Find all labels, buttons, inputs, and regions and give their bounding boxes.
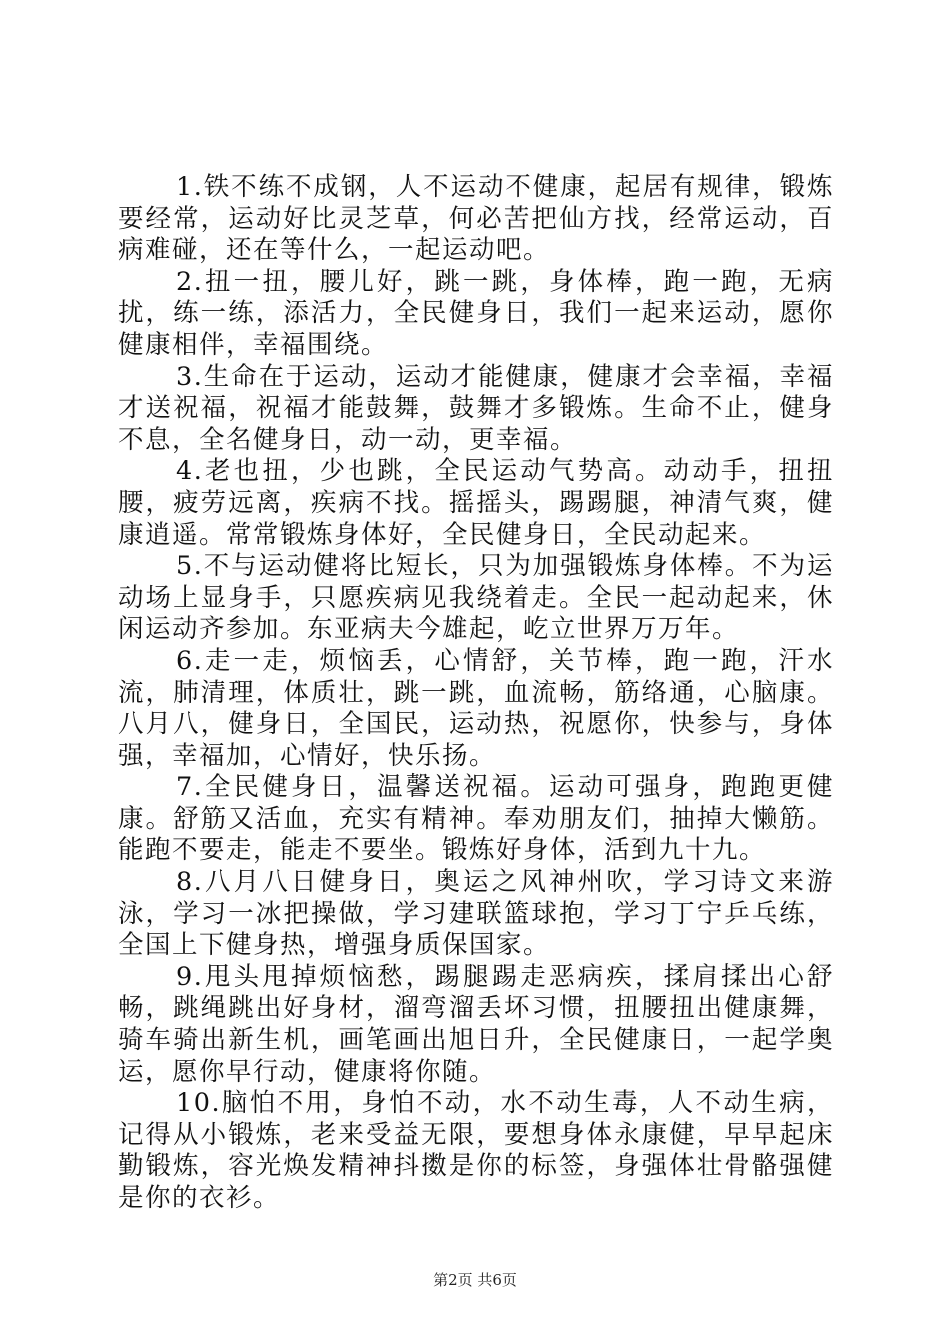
paragraph-7: 7.全民健身日，温馨送祝福。运动可强身，跑跑更健康。舒筋又活血，充实有精神。奉劝朋友们，抽掉大懒筋。能跑不要走，能走不要坐。锻炼好身体，活到九十九。 bbox=[118, 772, 834, 866]
paragraph-1: 1.铁不练不成钢，人不运动不健康，起居有规律，锻炼要经常，运动好比灵芝草，何必苦把仙方找，经常运动，百病难碰，还在等什么，一起运动吧。 bbox=[118, 172, 834, 266]
paragraph-6: 6.走一走，烦恼丢，心情舒，关节棒，跑一跑，汗水流，肺清理，体质壮，跳一跳，血流畅，筋络通，心脑康。八月八，健身日，全国民，运动热，祝愿你，快参与，身体强，幸福加，心情好，快乐扬。 bbox=[118, 645, 834, 771]
page-number-footer: 第2页 共6页 bbox=[433, 1271, 517, 1289]
paragraph-10: 10.脑怕不用，身怕不动，水不动生毒，人不动生病，记得从小锻炼，老来受益无限，要想身体永康健，早早起床勤锻炼，容光焕发精神抖擞是你的标签，身强体壮骨骼强健是你的衣衫。 bbox=[118, 1088, 834, 1213]
paragraph-5: 5.不与运动健将比短长，只为加强锻炼身体棒。不为运动场上显身手，只愿疾病见我绕着走。全民一起动起来，休闲运动齐参加。东亚病夫今雄起，屹立世界万万年。 bbox=[118, 551, 834, 645]
document-body bbox=[118, 172, 834, 1215]
paragraph-9: 9.甩头甩掉烦恼愁，踢腿踢走恶病疾，揉肩揉出心舒畅，跳绳跳出好身材，溜弯溜丢坏习惯，扭腰扭出健康舞，骑车骑出新生机，画笔画出旭日升，全民健康日，一起学奥运，愿你早行动，健康将你随。 bbox=[118, 961, 834, 1087]
paragraph-8: 8.八月八日健身日，奥运之风神州吹，学习诗文来游泳，学习一冰把操做，学习建联篮球抱，学习丁宁乒乓练，全国上下健身热，增强身质保国家。 bbox=[118, 867, 834, 961]
paragraph-2: 2.扭一扭，腰儿好，跳一跳，身体棒，跑一跑，无病扰，练一练，添活力，全民健身日，我们一起来运动，愿你健康相伴，幸福围绕。 bbox=[118, 266, 834, 360]
paragraph-3: 3.生命在于运动，运动才能健康，健康才会幸福，幸福才送祝福，祝福才能鼓舞，鼓舞才多锻炼。生命不止，健身不息，全名健身日，动一动，更幸福。 bbox=[118, 361, 834, 455]
paragraph-4: 4.老也扭，少也跳，全民运动气势高。动动手，扭扭腰，疲劳远离，疾病不找。摇摇头，踢踢腿，神清气爽，健康逍遥。常常锻炼身体好，全民健身日，全民动起来。 bbox=[118, 456, 834, 550]
